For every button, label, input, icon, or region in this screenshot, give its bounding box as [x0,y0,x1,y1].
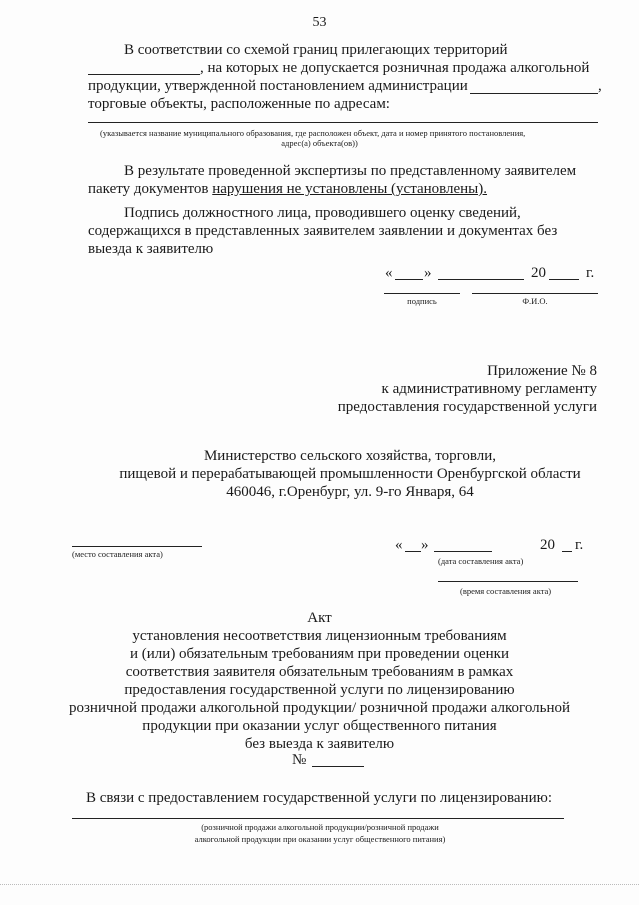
ministry-line2: пищевой и перерабатывающей промышленности Оренбургской области [119,466,581,482]
scan-edge [0,884,639,885]
p1-note1: (указывается название муниципального образования, где расположен объект, дата и номер принятого постановления, [100,128,526,138]
closing-line1: В связи с предоставлением государственной услуги по лицензированию: [86,790,552,806]
date1-open: « [385,265,393,281]
p1-line4: торговые объекты, расположенные по адресам: [88,96,390,112]
appendix-line2: к административному регламенту [381,381,597,397]
p2-line2-text: пакету документов [88,181,213,197]
date1-close: » [424,265,432,281]
p2-line3: Подпись должностного лица, проводившего оценку сведений, [124,205,521,221]
date1-month-blank [438,279,524,280]
act-title-3: и (или) обязательным требованиям при проведении оценки [130,646,509,662]
act-title-5: предоставления государственной услуги по лицензированию [124,682,515,698]
p1-line3: продукции, утвержденной постановлением администрации [88,78,468,94]
time-line [438,581,578,582]
act-title-4: соответствия заявителя обязательным требованиям в рамках [125,664,514,680]
p1-line2: , на которых не допускается розничная продажа алкогольной [200,60,590,76]
signature-line [384,293,460,294]
act-title-7: продукции при оказании услуг общественного питания [142,718,497,734]
date-label: (дата составления акта) [438,556,524,566]
act-date-year: 20 [540,537,555,553]
act-date-day-blank [405,551,421,552]
act-date-month-blank [434,551,492,552]
act-date-year-blank [562,551,572,552]
act-date-suffix: г. [575,537,584,553]
p2-line2 [88,181,487,198]
act-title-6: розничной продажи алкогольной продукции/ розничной продажи алкогольной [69,700,570,716]
fio-label: Ф.И.О. [522,296,548,306]
p1-line3-end: , [598,78,602,94]
act-date-open: « [395,537,403,553]
closing-blank [72,818,564,819]
p2-line1: В результате проведенной экспертизы по представленному заявителем [124,163,577,179]
p1-blank-admin [470,93,598,94]
p2-line2-underlined: нарушения не установлены (установлены). [212,181,488,197]
ministry-line3: 460046, г.Оренбург, ул. 9-го Января, 64 [226,484,474,500]
p1-note2: адрес(а) объекта(ов)) [281,138,358,148]
act-title-8: без выезда к заявителю [244,736,395,752]
p2-line5: выезда к заявителю [88,241,214,257]
act-title-1: Акт [307,610,332,626]
ministry-line1: Министерство сельского хозяйства, торговли, [203,448,497,464]
closing-note1: (розничной продажи алкогольной продукции/розничной продажи [201,822,439,832]
date1-suffix: г. [586,265,595,281]
place-line [72,546,202,547]
p1-blank-address [88,122,598,123]
date1-year: 20 [531,265,546,281]
page-number: 53 [312,15,327,30]
p2-line4: содержащихся в представленных заявителем заявлении и документах без [88,223,558,239]
place-label: (место составления акта) [72,549,163,559]
signature-label: подпись [407,296,437,306]
act-date-close: » [421,537,429,553]
p1-blank-territory [88,74,200,75]
appendix-line3: предоставления государственной услуги [337,399,597,415]
act-title-2: установления несоответствия лицензионным требованиям [132,628,507,644]
date1-day-blank [395,279,423,280]
closing-note2: алкогольной продукции при оказании услуг общественного питания) [194,834,446,844]
p1-line1: В соответствии со схемой границ прилегающих территорий [124,42,508,58]
act-number-label: № [292,752,307,768]
appendix-line1: Приложение № 8 [487,363,597,379]
fio-line [472,293,598,294]
date1-year-blank [549,279,579,280]
time-label: (время составления акта) [460,586,552,596]
act-number-blank [312,766,364,767]
